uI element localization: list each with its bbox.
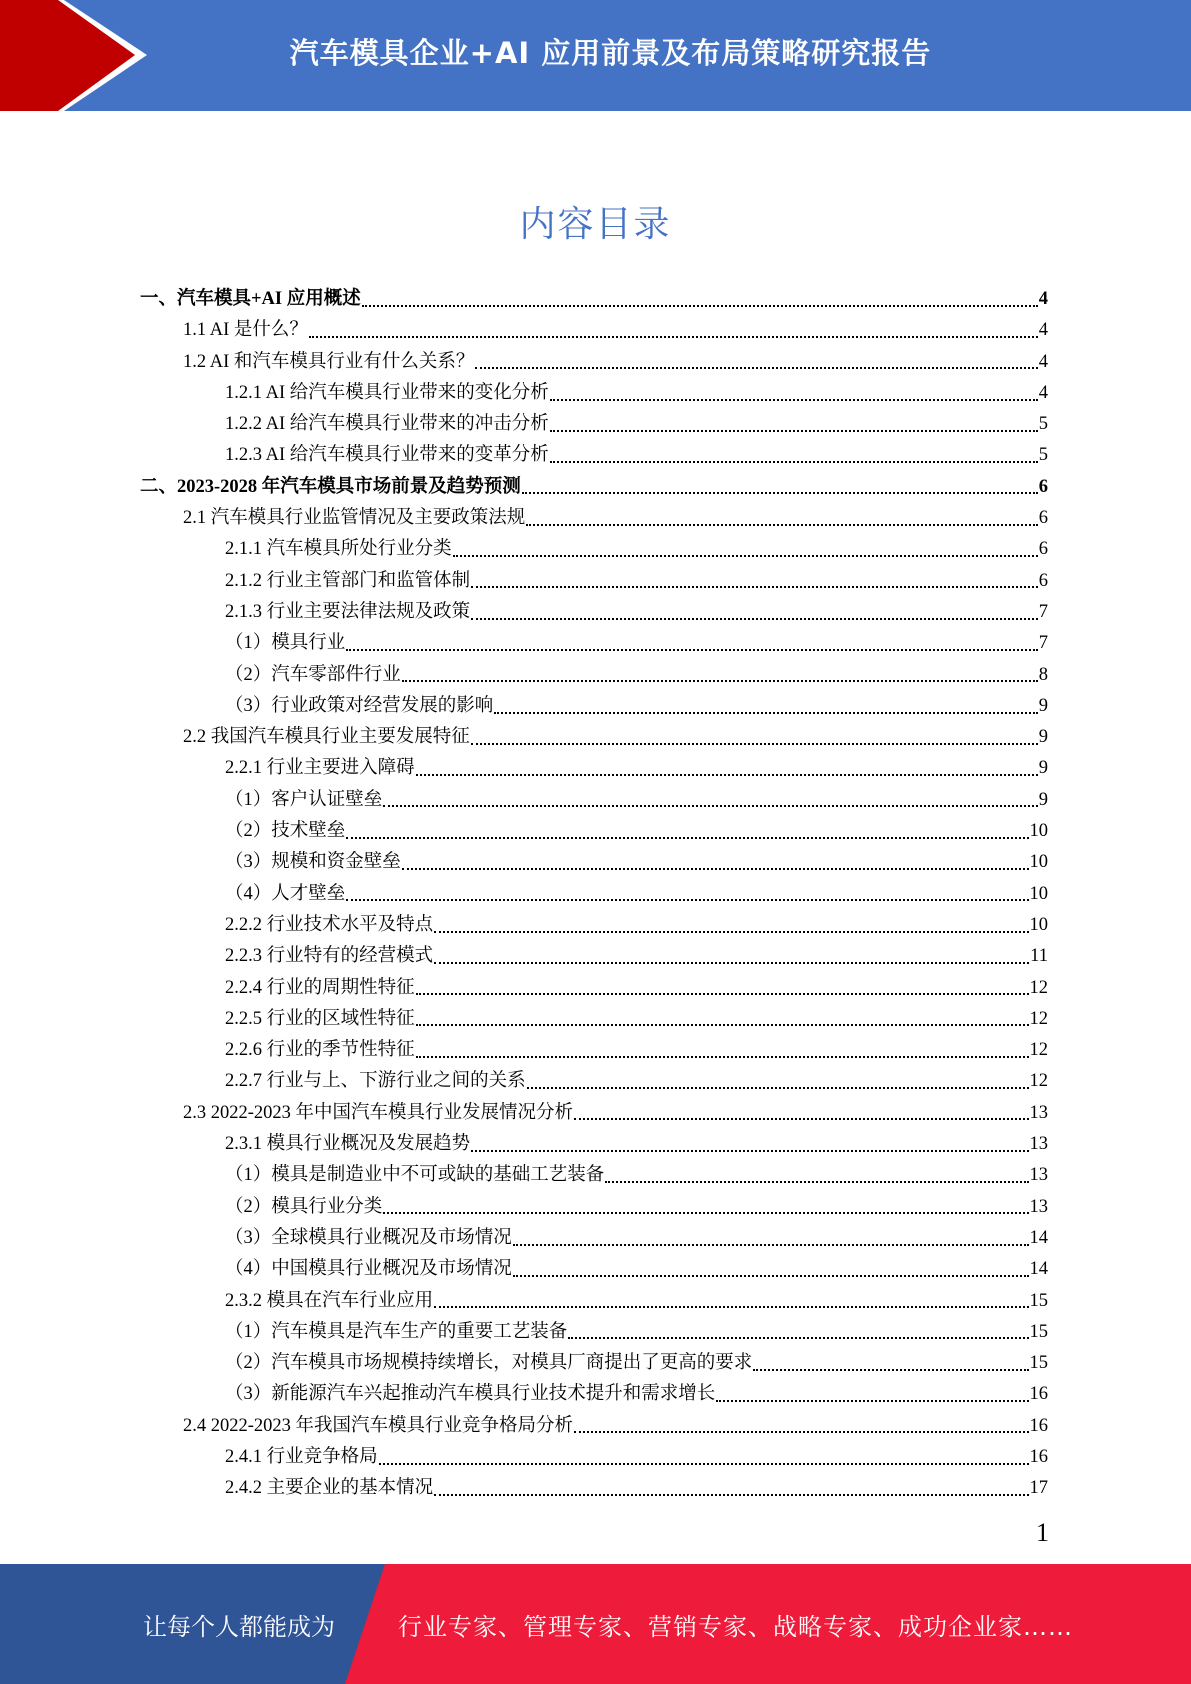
toc-entry-title: 2.4.2 主要企业的基本情况 — [225, 1478, 434, 1499]
toc-dot-leader — [494, 712, 1037, 714]
toc-entry[interactable] — [140, 409, 1048, 440]
toc-entry-title: （1）模具行业 — [225, 633, 346, 654]
toc-entry[interactable] — [140, 566, 1048, 597]
toc-entry-title: （2）模具行业分类 — [225, 1196, 383, 1217]
toc-dot-leader — [471, 586, 1038, 588]
toc-entry-title: 一、汽车模具+AI 应用概述 — [140, 289, 361, 309]
toc-dot-leader — [568, 1337, 1028, 1339]
toc-dot-leader — [416, 993, 1029, 995]
toc-entry-page: 12 — [1029, 1008, 1048, 1029]
toc-entry-page: 13 — [1029, 1134, 1048, 1155]
toc-entry[interactable] — [140, 284, 1048, 315]
toc-entry-page: 15 — [1029, 1321, 1048, 1342]
toc-dot-leader — [402, 868, 1029, 870]
toc-entry-title: （3）行业政策对经营发展的影响 — [225, 695, 494, 716]
toc-entry[interactable] — [140, 347, 1048, 378]
toc-entry-page: 14 — [1029, 1259, 1048, 1280]
toc-entry-page: 5 — [1038, 414, 1048, 435]
toc-dot-leader — [471, 618, 1038, 620]
toc-dot-leader — [527, 1087, 1029, 1089]
toc-dot-leader — [475, 367, 1037, 369]
footer-band — [0, 1564, 1191, 1684]
toc-entry-page: 12 — [1029, 1040, 1048, 1061]
toc-entry[interactable] — [140, 1442, 1048, 1473]
toc-entry-title: 2.2.1 行业主要进入障碍 — [225, 758, 415, 779]
toc-entry[interactable] — [140, 628, 1048, 659]
toc-dot-leader — [383, 1212, 1028, 1214]
toc-dot-leader — [605, 1181, 1028, 1183]
toc-entry-page: 4 — [1038, 382, 1048, 403]
toc-entry-page: 9 — [1038, 758, 1048, 779]
toc-heading: 内容目录 — [519, 204, 672, 245]
toc-entry[interactable] — [140, 1192, 1048, 1223]
toc-entry-page: 14 — [1029, 1227, 1048, 1248]
toc-dot-leader — [753, 1369, 1028, 1371]
toc-entry-title: （1）模具是制造业中不可或缺的基础工艺装备 — [225, 1165, 605, 1186]
toc-entry-page: 13 — [1029, 1102, 1048, 1123]
footer-slogan-left: 让每个人都能成为 — [143, 1612, 335, 1641]
toc-dot-leader — [346, 837, 1028, 839]
toc-dot-leader — [434, 1306, 1028, 1308]
toc-entry-title: 2.4.1 行业竞争格局 — [225, 1446, 378, 1467]
toc-entry-title: 1.2.1 AI 给汽车模具行业带来的变化分析 — [225, 382, 549, 403]
table-of-contents — [140, 284, 1048, 1505]
toc-entry-page: 6 — [1038, 476, 1048, 497]
toc-entry-page: 10 — [1029, 883, 1048, 904]
toc-entry-page: 7 — [1038, 601, 1048, 622]
toc-entry-page: 4 — [1038, 320, 1048, 341]
toc-entry[interactable] — [140, 503, 1048, 534]
toc-entry-title: 1.2.3 AI 给汽车模具行业带来的变革分析 — [225, 445, 549, 466]
toc-entry-title: 2.2.4 行业的周期性特征 — [225, 977, 415, 998]
toc-dot-leader — [416, 1056, 1029, 1058]
toc-entry-title: 1.2.2 AI 给汽车模具行业带来的冲击分析 — [225, 414, 549, 435]
toc-entry[interactable] — [140, 1379, 1048, 1410]
toc-entry-title: 2.2.5 行业的区域性特征 — [225, 1008, 415, 1029]
toc-entry[interactable] — [140, 1286, 1048, 1317]
toc-entry[interactable] — [140, 1223, 1048, 1254]
toc-entry-title: 1.1 AI 是什么？ — [183, 320, 308, 341]
toc-entry[interactable] — [140, 785, 1048, 816]
toc-entry-title: 2.2.7 行业与上、下游行业之间的关系 — [225, 1071, 526, 1092]
toc-entry-title: 2.2.6 行业的季节性特征 — [225, 1040, 415, 1061]
toc-entry-page: 8 — [1038, 664, 1048, 685]
toc-entry-page: 13 — [1029, 1196, 1048, 1217]
toc-entry[interactable] — [140, 1254, 1048, 1285]
toc-entry[interactable] — [140, 753, 1048, 784]
toc-dot-leader — [513, 1275, 1029, 1277]
toc-entry-title: 2.3 2022-2023 年中国汽车模具行业发展情况分析 — [183, 1102, 574, 1123]
toc-entry-page: 16 — [1029, 1415, 1048, 1436]
toc-entry-page: 16 — [1029, 1384, 1048, 1405]
toc-entry-page: 13 — [1029, 1165, 1048, 1186]
toc-dot-leader — [716, 1400, 1028, 1402]
toc-entry-page: 10 — [1029, 914, 1048, 935]
toc-dot-leader — [416, 1024, 1029, 1026]
toc-entry-title: 2.1.3 行业主要法律法规及政策 — [225, 601, 471, 622]
toc-entry-title: 2.2.2 行业技术水平及特点 — [225, 914, 434, 935]
toc-entry-page: 15 — [1029, 1353, 1048, 1374]
toc-entry[interactable] — [140, 534, 1048, 565]
toc-dot-leader — [471, 743, 1038, 745]
toc-entry-title: （3）新能源汽车兴起推动汽车模具行业技术提升和需求增长 — [225, 1384, 716, 1405]
toc-entry-page: 9 — [1038, 695, 1048, 716]
toc-entry[interactable] — [140, 910, 1048, 941]
toc-entry-title: 1.2 AI 和汽车模具行业有什么关系？ — [183, 351, 475, 372]
toc-entry-page: 5 — [1038, 445, 1048, 466]
toc-entry-page: 6 — [1038, 508, 1048, 529]
toc-dot-leader — [513, 1244, 1029, 1246]
toc-entry[interactable] — [140, 847, 1048, 878]
toc-entry[interactable] — [140, 315, 1048, 346]
toc-dot-leader — [453, 555, 1038, 557]
toc-dot-leader — [346, 649, 1037, 651]
toc-entry-page: 16 — [1029, 1446, 1048, 1467]
toc-dot-leader — [550, 461, 1038, 463]
toc-entry-title: 2.3.1 模具行业概况及发展趋势 — [225, 1134, 471, 1155]
toc-entry[interactable] — [140, 879, 1048, 910]
toc-dot-leader — [574, 1118, 1028, 1120]
toc-entry-title: （3）全球模具行业概况及市场情况 — [225, 1227, 512, 1248]
toc-entry-page: 7 — [1038, 633, 1048, 654]
toc-entry-title: 2.1.2 行业主管部门和监管体制 — [225, 570, 471, 591]
toc-entry[interactable] — [140, 660, 1048, 691]
toc-dot-leader — [434, 962, 1029, 964]
toc-entry-title: （2）汽车模具市场规模持续增长，对模具厂商提出了更高的要求 — [225, 1353, 753, 1374]
toc-entry[interactable] — [140, 1004, 1048, 1035]
toc-entry[interactable] — [140, 973, 1048, 1004]
toc-entry[interactable] — [140, 472, 1048, 503]
toc-entry-page: 11 — [1030, 946, 1048, 967]
toc-entry-page: 9 — [1038, 727, 1048, 748]
toc-dot-leader — [362, 305, 1038, 307]
toc-dot-leader — [416, 774, 1038, 776]
toc-entry[interactable] — [140, 597, 1048, 628]
toc-entry-title: 2.1.1 汽车模具所处行业分类 — [225, 539, 452, 560]
toc-entry[interactable] — [140, 378, 1048, 409]
toc-entry-page: 12 — [1029, 1071, 1048, 1092]
toc-dot-leader — [522, 492, 1038, 494]
toc-entry-page: 6 — [1038, 539, 1048, 560]
toc-dot-leader — [346, 899, 1028, 901]
toc-dot-leader — [550, 430, 1038, 432]
toc-entry[interactable] — [140, 1317, 1048, 1348]
toc-entry-page: 9 — [1038, 789, 1048, 810]
toc-entry-title: （1）客户认证壁垒 — [225, 789, 383, 810]
red-chevron-icon — [0, 0, 160, 111]
toc-dot-leader — [379, 1463, 1029, 1465]
toc-dot-leader — [550, 399, 1038, 401]
toc-entry-title: 2.2.3 行业特有的经营模式 — [225, 946, 434, 967]
report-title: 汽车模具企业+AI 应用前景及布局策略研究报告 — [289, 36, 932, 70]
toc-dot-leader — [526, 524, 1037, 526]
toc-entry[interactable] — [140, 722, 1048, 753]
toc-entry[interactable] — [140, 1411, 1048, 1442]
toc-entry-title: 2.2 我国汽车模具行业主要发展特征 — [183, 727, 470, 748]
toc-entry-page: 10 — [1029, 852, 1048, 873]
toc-entry-page: 10 — [1029, 821, 1048, 842]
toc-entry[interactable] — [140, 1035, 1048, 1066]
page-number: 1 — [1036, 1518, 1049, 1547]
toc-entry[interactable] — [140, 1098, 1048, 1129]
toc-entry[interactable] — [140, 1129, 1048, 1160]
toc-entry[interactable] — [140, 1066, 1048, 1097]
toc-entry-title: （2）汽车零部件行业 — [225, 664, 401, 685]
toc-entry[interactable] — [140, 941, 1048, 972]
toc-entry-title: 2.3.2 模具在汽车行业应用 — [225, 1290, 434, 1311]
toc-entry-title: （3）规模和资金壁垒 — [225, 852, 401, 873]
toc-dot-leader — [434, 1494, 1028, 1496]
toc-entry[interactable] — [140, 816, 1048, 847]
toc-dot-leader — [383, 805, 1037, 807]
footer-slogan-right: 行业专家、管理专家、营销专家、战略专家、成功企业家…… — [398, 1612, 1073, 1641]
toc-dot-leader — [471, 1150, 1028, 1152]
toc-entry-page: 4 — [1038, 351, 1048, 372]
toc-entry-page: 4 — [1038, 289, 1048, 309]
toc-entry-page: 17 — [1029, 1478, 1048, 1499]
toc-entry-title: （4）人才壁垒 — [225, 883, 346, 904]
toc-entry-title: （4）中国模具行业概况及市场情况 — [225, 1259, 512, 1280]
toc-entry[interactable] — [140, 440, 1048, 471]
toc-dot-leader — [309, 336, 1038, 338]
toc-entry[interactable] — [140, 1348, 1048, 1379]
toc-entry[interactable] — [140, 691, 1048, 722]
toc-dot-leader — [402, 680, 1038, 682]
toc-entry[interactable] — [140, 1160, 1048, 1191]
report-header-band — [0, 0, 1191, 111]
toc-entry[interactable] — [140, 1473, 1048, 1504]
toc-entry-page: 6 — [1038, 570, 1048, 591]
toc-entry-title: 2.1 汽车模具行业监管情况及主要政策法规 — [183, 508, 526, 529]
toc-entry-page: 15 — [1029, 1290, 1048, 1311]
toc-dot-leader — [434, 931, 1028, 933]
toc-entry-title: （1）汽车模具是汽车生产的重要工艺装备 — [225, 1321, 568, 1342]
toc-dot-leader — [574, 1431, 1028, 1433]
toc-entry-page: 12 — [1029, 977, 1048, 998]
toc-entry-title: 二、2023-2028 年汽车模具市场前景及趋势预测 — [140, 476, 521, 497]
toc-entry-title: 2.4 2022-2023 年我国汽车模具行业竞争格局分析 — [183, 1415, 574, 1436]
toc-entry-title: （2）技术壁垒 — [225, 821, 346, 842]
